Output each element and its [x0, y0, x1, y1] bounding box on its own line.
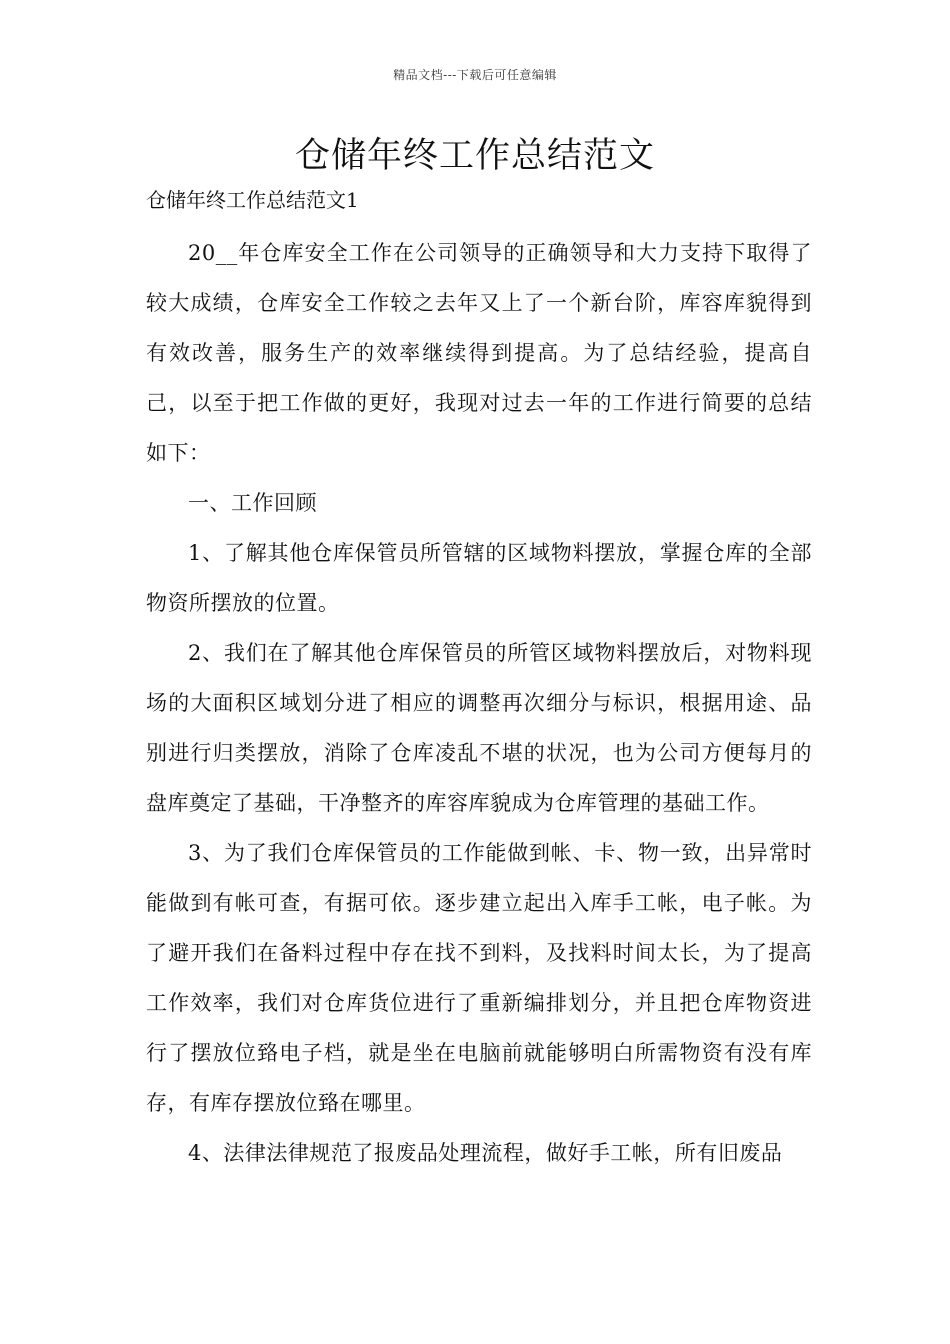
paragraph-item-4: 4、法律法律规范了报废品处理流程，做好手工帐，所有旧废品	[188, 1141, 783, 1165]
document-body	[146, 228, 812, 1178]
paragraph-item-1: 1、了解其他仓库保管员所管辖的区域物料摆放，掌握仓库的全部物资所摆放的位置。	[146, 541, 812, 615]
paragraph-intro: 20__年仓库安全工作在公司领导的正确领导和大力支持下取得了较大成绩，仓库安全工作较之去年又上了一个新台阶，库容库貌得到有效改善，服务生产的效率继续得到提高。为了总结经验，提高自己，以至于把工作做的更好，我现对过去一年的工作进行简要的总结如下：	[146, 241, 812, 465]
paragraph-item-2: 2、我们在了解其他仓库保管员的所管区域物料摆放后，对物料现场的大面积区域划分进了相应的调整再次细分与标识，根据用途、品别进行归类摆放，消除了仓库凌乱不堪的状况，也为公司方便每月的盘库奠定了基础，干净整齐的库容库貌成为仓库管理的基础工作。	[146, 641, 812, 815]
document-subtitle: 仓储年终工作总结范文1	[146, 188, 359, 212]
header-note: 精品文档---下载后可任意编辑	[393, 68, 557, 82]
section-heading-review: 一、工作回顾	[188, 491, 317, 515]
paragraph-item-3: 3、为了我们仓库保管员的工作能做到帐、卡、物一致，出异常时能做到有帐可查，有据可依。逐步建立起出入库手工帐，电子帐。为了避开我们在备料过程中存在找不到料，及找料时间太长，为了提高工作效率，我们对仓库货位进行了重新编排划分，并且把仓库物资进行了摆放位臵电子档，就是坐在电脑前就能够明白所需物资有没有库存，有库存摆放位臵在哪里。	[146, 841, 812, 1115]
document-title: 仓储年终工作总结范文	[294, 136, 655, 176]
